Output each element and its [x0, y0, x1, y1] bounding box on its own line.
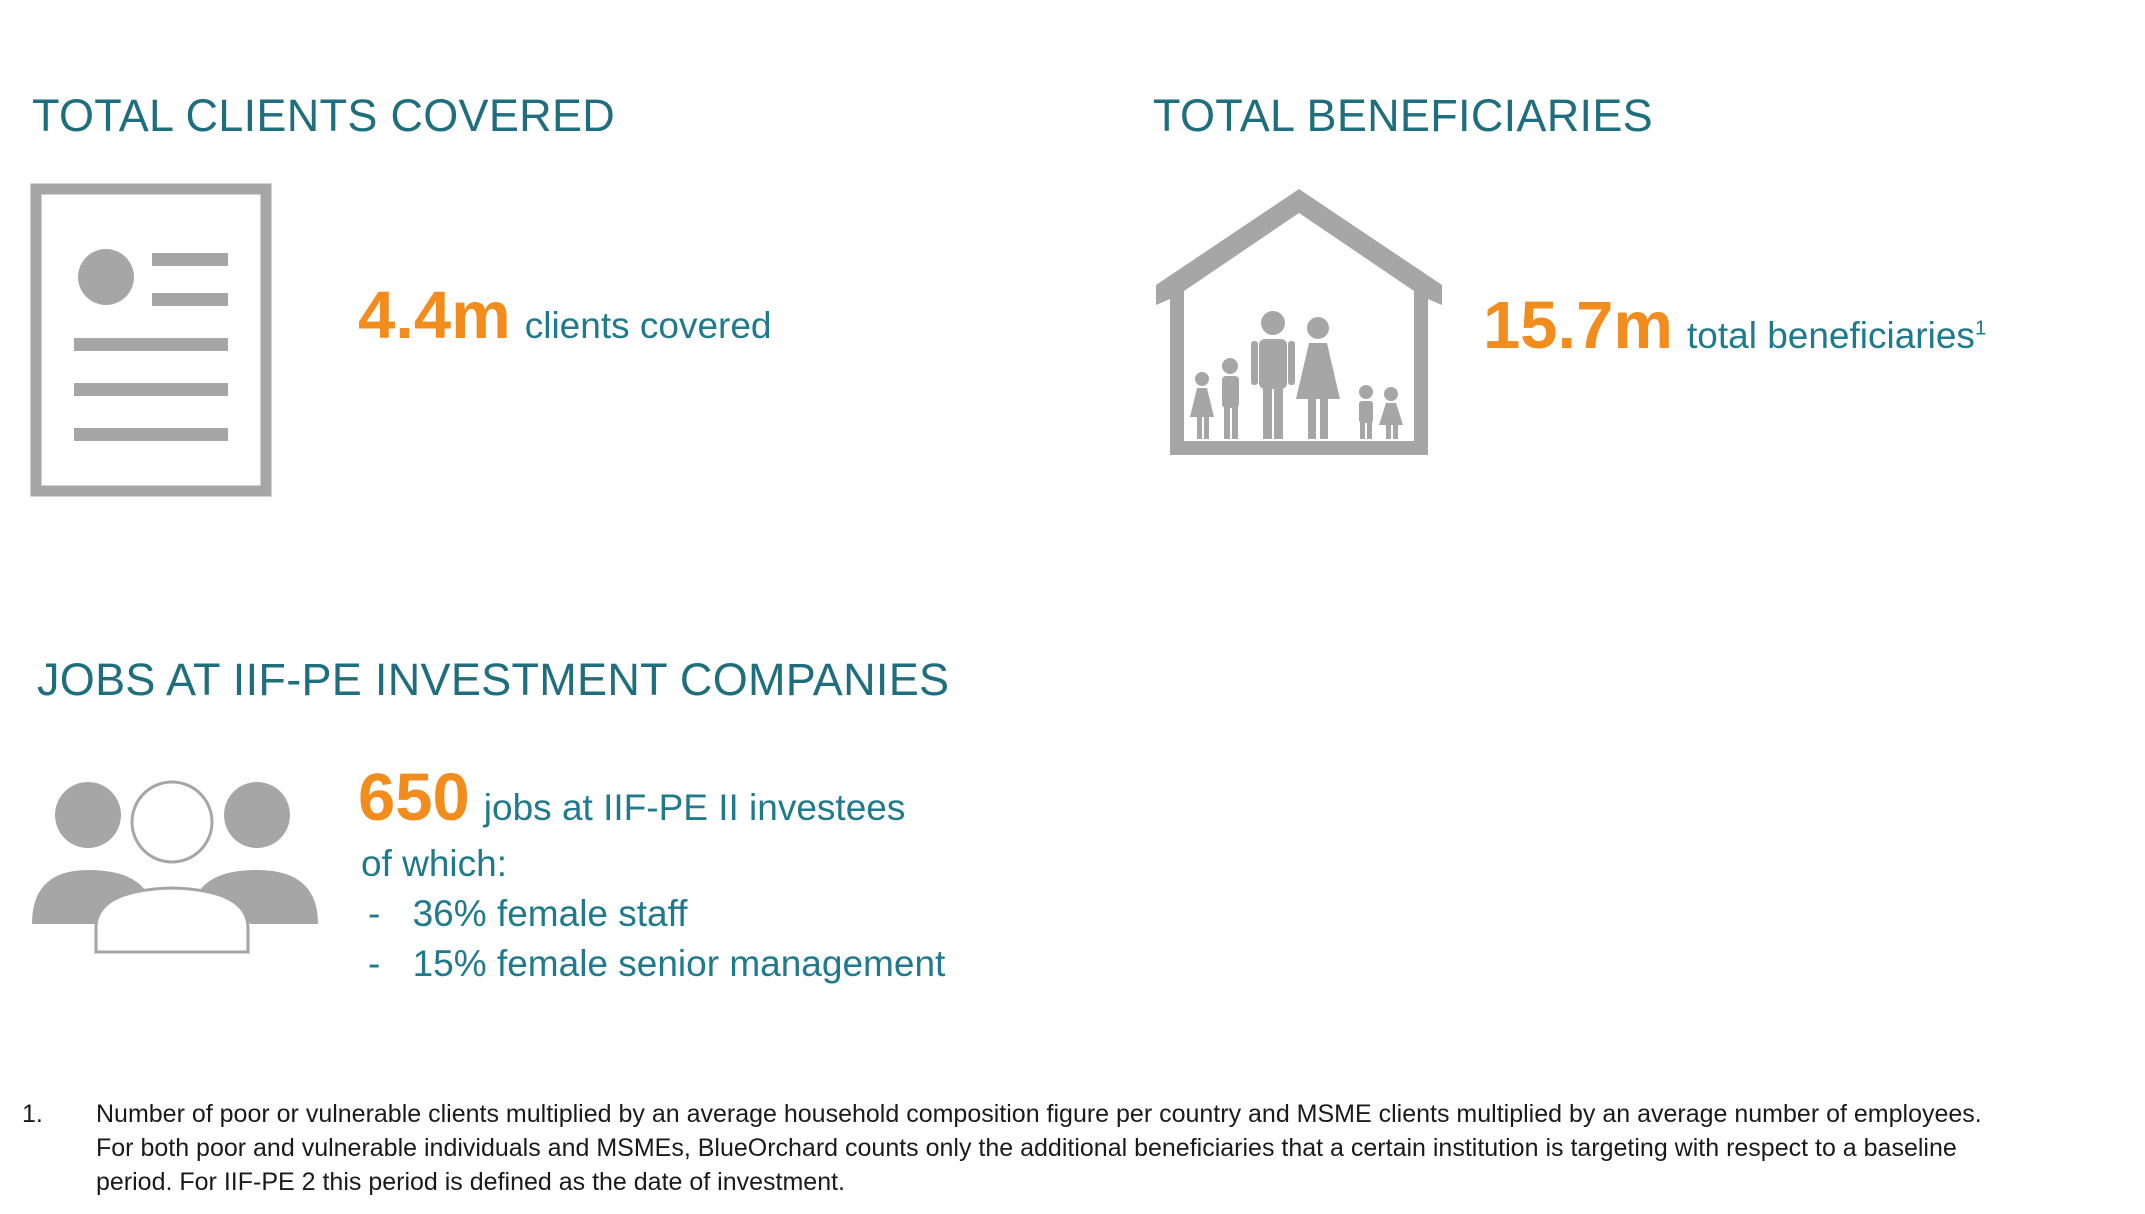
beneficiaries-value: 15.7m [1483, 288, 1673, 363]
house-family-icon [1152, 183, 1446, 461]
jobs-list-item [368, 943, 945, 985]
jobs-value: 650 [358, 760, 470, 835]
clients-heading: TOTAL CLIENTS COVERED [32, 90, 616, 141]
clients-stat [358, 278, 772, 353]
jobs-stat [358, 760, 906, 835]
of-which-label: of which: [361, 843, 508, 884]
document-icon [30, 183, 272, 497]
beneficiaries-heading: TOTAL BENEFICIARIES [1153, 90, 1653, 141]
footnote-line: Number of poor or vulnerable clients multiplied by an average household composition figure per country and MSME clients multiplied by an average number of employees. [96, 1100, 1982, 1128]
footnote-line: For both poor and vulnerable individuals and MSMEs, BlueOrchard counts only the additional beneficiaries that a certain institution is targeting with respect to a baseline [96, 1134, 1957, 1162]
clients-value: 4.4m [358, 278, 511, 353]
beneficiaries-stat [1483, 288, 1987, 363]
footnote-number: 1. [22, 1100, 43, 1128]
list-dash: - [368, 943, 381, 984]
list-dash: - [368, 893, 381, 934]
list-item-text: 36% female staff [412, 893, 688, 934]
clients-label: clients covered [524, 305, 772, 346]
people-group-icon [30, 778, 320, 958]
footnote-marker: 1 [1974, 317, 1987, 340]
jobs-label: jobs at IIF-PE II investees [483, 787, 906, 828]
footnote-text [96, 1097, 2136, 1199]
footnote-line: period. For IIF-PE 2 this period is defined as the date of investment. [96, 1168, 845, 1196]
jobs-list-item [368, 893, 688, 935]
beneficiaries-label-wrap [1687, 315, 1986, 357]
jobs-heading: JOBS AT IIF-PE INVESTMENT COMPANIES [37, 654, 950, 705]
beneficiaries-label: total beneficiaries [1686, 315, 1975, 356]
list-item-text: 15% female senior management [412, 943, 946, 984]
